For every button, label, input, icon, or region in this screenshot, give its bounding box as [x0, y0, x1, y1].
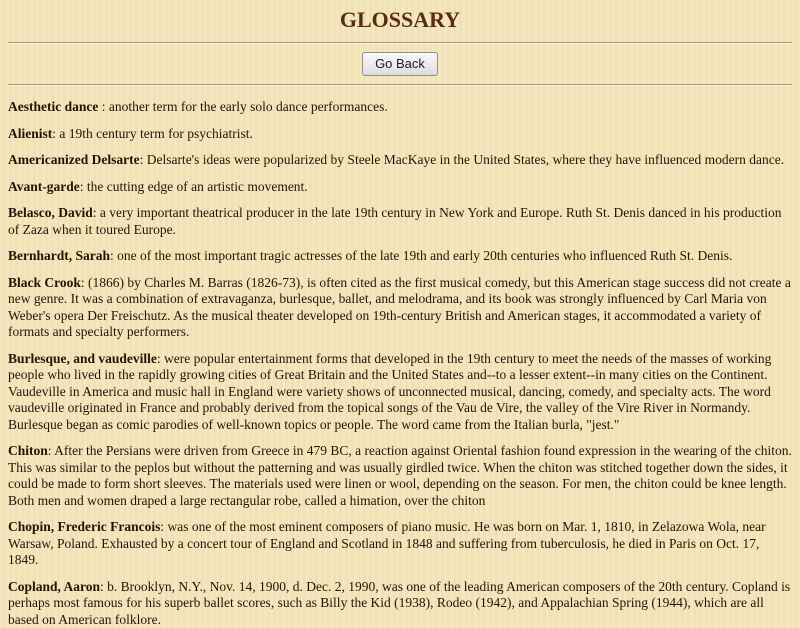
- divider-top: [8, 42, 792, 44]
- glossary-definition: : was one of the most eminent composers of piano music. He was born on Mar. 1, 1810, in Zelazowa Wola, near Warsaw, Poland. Exhausted by a concert tour of England and Scotland in 1848 and suffering from tuberculosis, he died in Paris on Oct. 17, 1849.: [8, 519, 766, 567]
- glossary-entry: [8, 519, 792, 569]
- glossary-term: Chiton: [8, 443, 48, 458]
- glossary-entry: [8, 205, 792, 238]
- glossary-definition: : were popular entertainment forms that developed in the 19th century to meet the needs of the masses of working people who lived in the rapidly growing cities of Great Britain and the United States and--to a lesser extent--in many cities on the Continent. Vaudeville in America and music hall in England were variety shows of unconnected musical, dancing, comedy, and specialty acts. The word vaudeville originated in France and probably derived from the topical songs of the Vau de Vire, the valley of the Vire River in Normandy. Burlesque began as comic parodies of well-known topics or people. The word came from the Italian burla, "jest.": [8, 351, 771, 432]
- glossary-entry: [8, 275, 792, 341]
- glossary-list: [8, 99, 792, 628]
- glossary-term: Burlesque, and vaudeville: [8, 351, 157, 366]
- glossary-definition: : a very important theatrical producer in the late 19th century in New York and Europe. Ruth St. Denis danced in his production of Zaza when it toured Europe.: [8, 205, 781, 237]
- glossary-definition: : one of the most important tragic actresses of the late 19th and early 20th centuries who influenced Ruth St. Denis.: [110, 248, 732, 263]
- glossary-entry: [8, 579, 792, 628]
- glossary-definition: : (1866) by Charles M. Barras (1826-73), is often cited as the first musical comedy, but this American stage success did not create a new genre. It was a combination of extravaganza, burlesque, ballet, and melodrama, and its book was strongly influenced by Carl Maria von Weber's opera Der Freischutz. As the musical theater developed on 19th-century British and American stages, it accommodated a variety of formats and specialty performers.: [8, 275, 791, 340]
- glossary-term: Avant-garde: [8, 179, 80, 194]
- glossary-entry: [8, 126, 792, 143]
- go-back-button[interactable]: Go Back: [362, 52, 438, 76]
- glossary-term: Americanized Delsarte: [8, 152, 140, 167]
- page-title: GLOSSARY: [8, 7, 792, 33]
- glossary-entry: [8, 351, 792, 434]
- glossary-term: Aesthetic dance: [8, 99, 98, 114]
- glossary-definition: : another term for the early solo dance performances.: [98, 99, 387, 114]
- glossary-entry: [8, 443, 792, 509]
- glossary-entry: [8, 99, 792, 116]
- glossary-entry: [8, 248, 792, 265]
- glossary-term: Alienist: [8, 126, 52, 141]
- glossary-definition: : the cutting edge of an artistic movement.: [80, 179, 308, 194]
- divider-bottom: [8, 84, 792, 86]
- glossary-definition: : b. Brooklyn, N.Y., Nov. 14, 1900, d. Dec. 2, 1990, was one of the leading American composers of the 20th century. Copland is perhaps most famous for his superb ballet scores, such as Billy the Kid (1938), Rodeo (1942), and Appalachian Spring (1944), which are all based on American folklore.: [8, 579, 790, 627]
- glossary-term: Chopin, Frederic Francois: [8, 519, 160, 534]
- glossary-term: Bernhardt, Sarah: [8, 248, 110, 263]
- glossary-definition: : a 19th century term for psychiatrist.: [52, 126, 253, 141]
- glossary-definition: : After the Persians were driven from Greece in 479 BC, a reaction against Oriental fashion found expression in the wearing of the chiton. This was similar to the peplos but without the patterning and was usually girdled twice. When the chiton was stitched together down the sides, it could be made to form short sleeves. The materials used were linen or wool, depending on the season. For men, the chiton could be knee length. Both men and women draped a large rectangular robe, called a himation, over the chiton: [8, 443, 792, 508]
- button-row: [8, 52, 792, 76]
- glossary-entry: [8, 152, 792, 169]
- glossary-definition: : Delsarte's ideas were popularized by Steele MacKaye in the United States, where they have influenced modern dance.: [140, 152, 785, 167]
- glossary-entry: [8, 179, 792, 196]
- glossary-term: Black Crook: [8, 275, 81, 290]
- glossary-term: Belasco, David: [8, 205, 93, 220]
- glossary-term: Copland, Aaron: [8, 579, 100, 594]
